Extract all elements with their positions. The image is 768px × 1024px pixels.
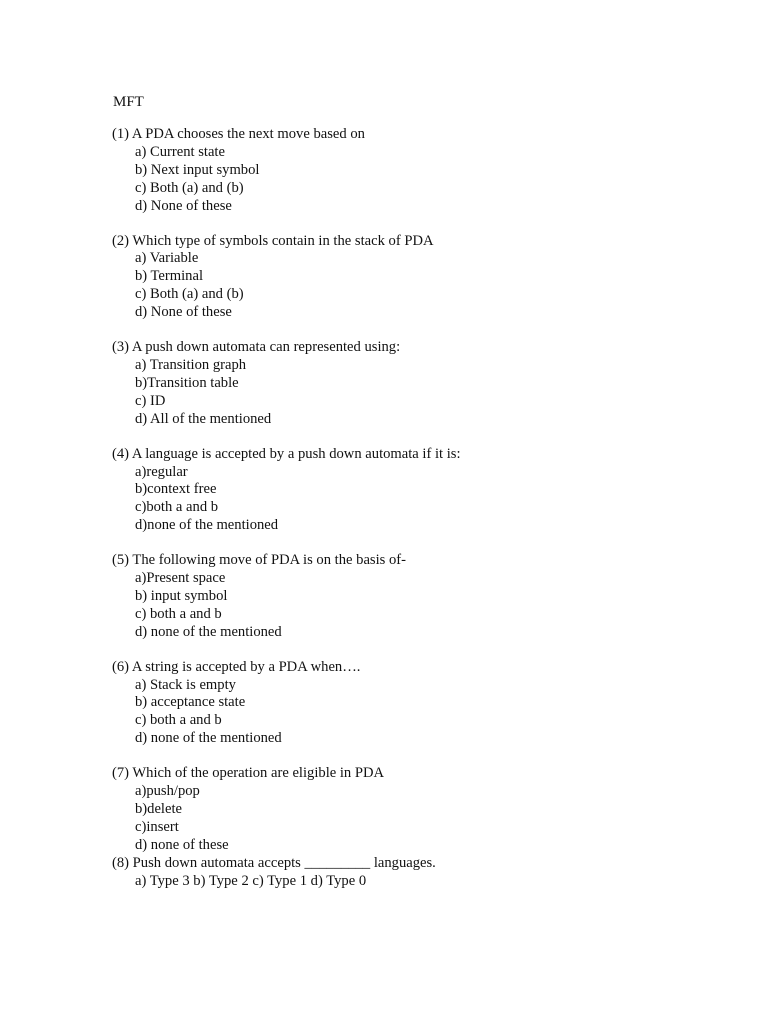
question-stem: (1) A PDA chooses the next move based on [112,126,365,142]
option-list-inline: a) Type 3 b) Type 2 c) Type 1 d) Type 0 [135,872,367,889]
document-heading: MFT [113,94,144,110]
option-c: c) ID [135,392,166,409]
option-b: b) acceptance state [135,694,246,711]
option-a: a)regular [135,463,188,480]
option-b: b)Transition table [135,374,239,391]
option-c: c)both a and b [135,499,219,516]
option-d: d) none of the mentioned [135,623,282,640]
option-b: b) Terminal [135,268,204,285]
question-list [112,126,712,891]
option-a: a) Current state [135,143,225,160]
option-b: b) Next input symbol [135,161,260,178]
question-8 [112,855,712,891]
option-a: a)Present space [135,570,226,587]
question-stem: (3) A push down automata can represented using: [112,339,401,356]
question-stem: (2) Which type of symbols contain in the stack of PDA [112,232,434,249]
option-c: c) Both (a) and (b) [135,286,244,303]
question-stem: (8) Push down automata accepts _________ languages. [112,854,436,871]
option-a: a)push/pop [135,783,200,800]
option-d: d) All of the mentioned [135,410,272,427]
question-5 [112,552,712,642]
question-3 [112,339,712,429]
option-b: b) input symbol [135,587,228,604]
option-c: c) both a and b [135,712,222,729]
question-4 [112,446,712,536]
option-c: c) both a and b [135,605,222,622]
question-7 [112,765,712,855]
question-stem: (7) Which of the operation are eligible in PDA [112,765,385,782]
option-d: d) none of the mentioned [135,730,282,747]
option-c: c) Both (a) and (b) [135,179,244,196]
option-d: d) None of these [135,304,232,321]
question-stem: (5) The following move of PDA is on the basis of- [112,552,407,569]
option-b: b)context free [135,481,217,498]
option-b: b)delete [135,801,182,817]
option-d: d) None of these [135,197,232,214]
option-a: a) Transition graph [135,356,247,373]
question-stem: (6) A string is accepted by a PDA when…. [112,658,361,675]
option-a: a) Stack is empty [135,676,236,693]
question-2 [112,233,712,323]
option-d: d) none of these [135,836,229,853]
question-stem: (4) A language is accepted by a push down automata if it is: [112,445,461,462]
option-d: d)none of the mentioned [135,517,279,534]
option-a: a) Variable [135,250,199,267]
question-6 [112,659,712,749]
option-c: c)insert [135,818,179,835]
question-1 [112,126,712,216]
